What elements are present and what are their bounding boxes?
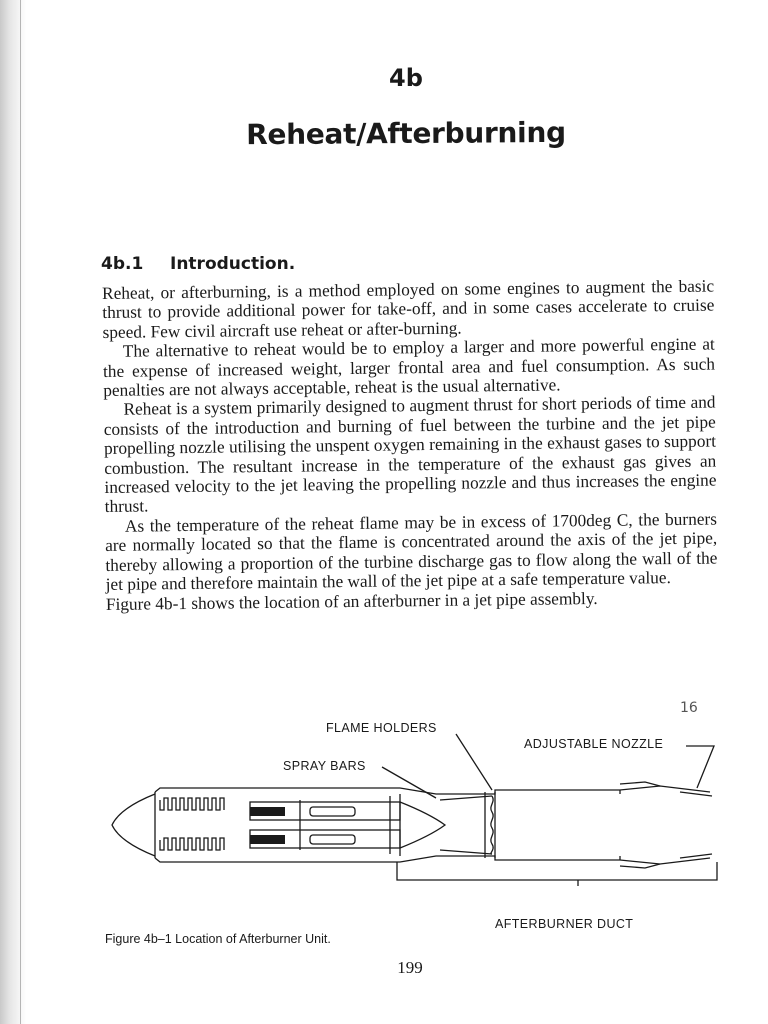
paragraph: As the temperature of the reheat flame may be in excess of 1700deg C, the burners are normally located so that the flame is concentrated around the axis of the jet pipe, thereby allowing a proportion of the turbine discharge gas to flow along the wall of the jet pipe and therefore maintain the wall of the jet pipe at a safe temperature value. bbox=[105, 509, 718, 595]
afterburner-diagram bbox=[100, 712, 725, 931]
flame-holders-label: FLAME HOLDERS bbox=[326, 721, 437, 735]
book-spine-edge bbox=[20, 0, 21, 1024]
chapter-title: Reheat/Afterburning bbox=[246, 115, 566, 152]
handwritten-margin-mark: 16 bbox=[680, 700, 698, 716]
book-spine-shadow bbox=[0, 0, 26, 1024]
paragraph: Reheat, or afterburning, is a method employed on some engines to augment the basic thrust to provide additional power for take-off, and in some cases accelerate to cruise speed. Few civil aircraft use reheat or after-burning. bbox=[102, 276, 715, 342]
figure-caption: Figure 4b–1 Location of Afterburner Unit. bbox=[105, 932, 331, 946]
paragraph: The alternative to reheat would be to employ a larger and more powerful engine at the expense of increased weight, larger frontal area and fuel consumption. As such penalties are not always acceptable, reheat is the usual alternative. bbox=[102, 334, 716, 401]
adjustable-nozzle-label: ADJUSTABLE NOZZLE bbox=[524, 737, 664, 751]
chapter-number: 4b bbox=[389, 64, 423, 92]
engine-cross-section bbox=[100, 712, 725, 912]
page-number: 199 bbox=[397, 958, 423, 977]
body-text bbox=[102, 277, 718, 614]
paragraph: Figure 4b-1 shows the location of an afterburner in a jet pipe assembly. bbox=[105, 588, 598, 614]
section-title: Introduction. bbox=[170, 254, 296, 274]
spray-bars-label: SPRAY BARS bbox=[283, 759, 366, 773]
paragraph: Reheat is a system primarily designed to augment thrust for short periods of time and consists of the introduction and burning of fuel between the turbine and the jet pipe propelling nozzle utilising the unspent oxygen remaining in the exhaust gases to support combustion. The resultant increase in the temperature of the exhaust gas gives an increased velocity to the jet leaving the propelling nozzle and thus increases the engine thrust. bbox=[103, 392, 717, 517]
afterburner-duct-label: AFTERBURNER DUCT bbox=[495, 917, 634, 931]
section-number: 4b.1 bbox=[101, 254, 144, 274]
